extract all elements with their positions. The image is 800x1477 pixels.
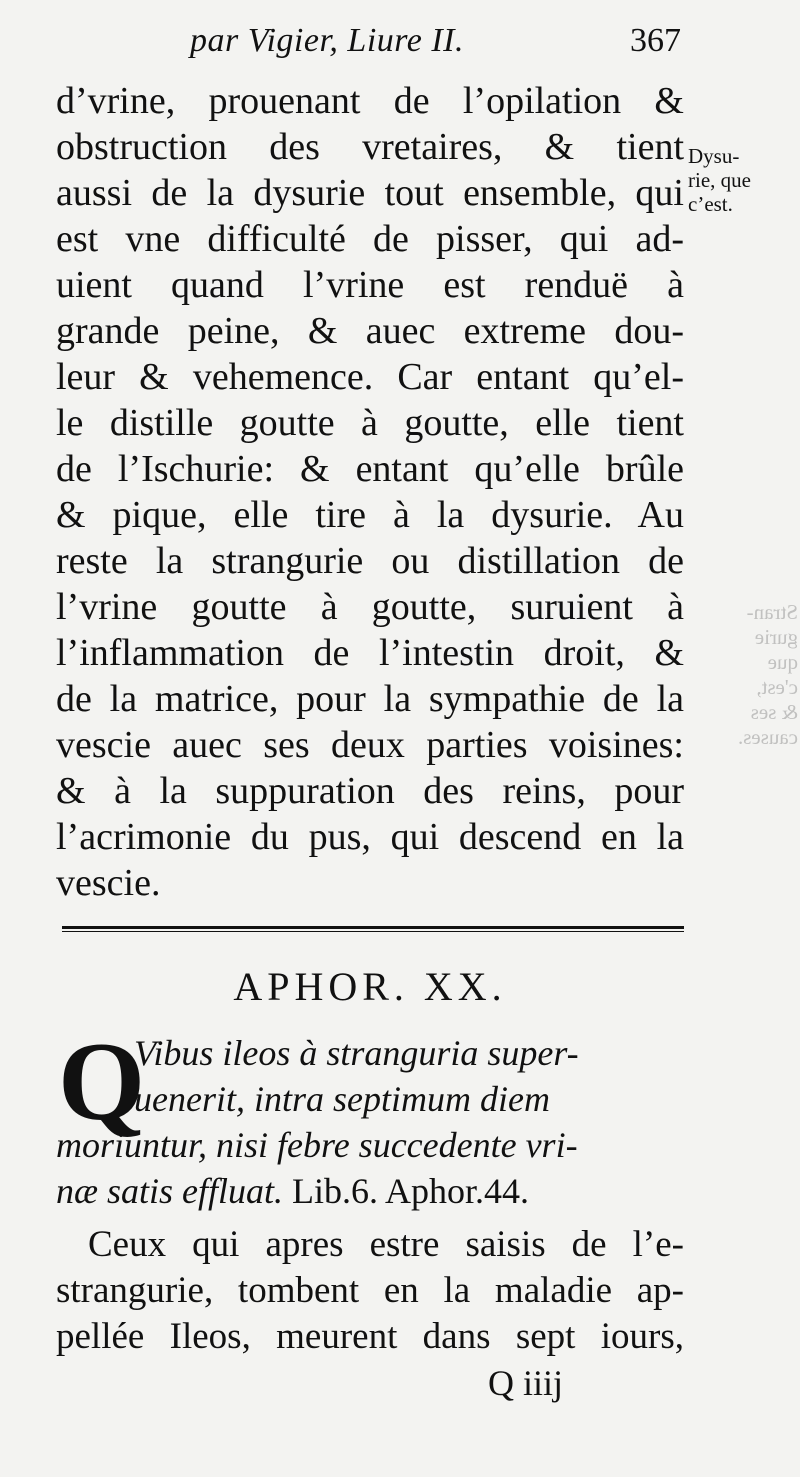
margin-note [688,144,796,216]
aphorism-citation: Lib.6. Aphor.44. [292,1171,530,1211]
body-line: grande peine, & auec extreme dou- [56,310,684,352]
latin-line: moriuntur, nisi febre succedente vri- [56,1125,578,1165]
margin-note-line: c’est. [688,192,733,216]
body-line: & pique, elle tire à la dysurie. Au [56,494,684,536]
translation-line: pellée Ileos, meurent dans sept iours, [56,1316,684,1357]
body-line: d’vrine, prouenant de l’opilation & [56,80,684,122]
running-header: par Vigier, Liure II. [190,22,464,59]
body-line: obstruction des vretaires, & tient [56,126,684,168]
translation-line: Ceux qui apres estre saisis de l’e- [88,1224,684,1265]
show-through-bleed: Stran- gurie que c'est, & ses causes. [737,600,798,749]
latin-line [56,1168,684,1214]
latin-line-end: næ satis effluat. [56,1171,284,1211]
body-line: l’acrimonie du pus, qui descend en la [56,816,684,858]
latin-aphorism [56,1020,684,1214]
margin-note-line: Dysu- [688,144,740,168]
body-line: uient quand l’vrine est renduë à [56,264,684,306]
body-line: vescie. [56,862,161,904]
latin-line: Vibus ileos à stranguria super- [134,1033,579,1073]
latin-line: uenerit, intra septimum diem [134,1079,550,1119]
aphorism-heading: APHOR. XX. [233,964,507,1009]
body-line: le distille goutte à goutte, elle tient [56,402,684,444]
body-line: l’inflammation de l’intestin droit, & [56,632,684,674]
body-text [56,78,684,906]
body-line: de la matrice, pour la sympathie de la [56,678,684,720]
body-line: leur & vehemence. Car entant qu’el- [56,356,684,398]
body-line: & à la suppuration des reins, pour [56,770,684,812]
margin-note-line: rie, que [688,168,751,192]
section-divider [62,926,684,932]
body-line: est vne difficulté de pisser, qui ad- [56,218,684,260]
body-line: reste la strangurie ou distillation de [56,540,684,582]
body-line: l’vrine goutte à goutte, suruient à [56,586,684,628]
page-number: 367 [630,22,681,59]
translation-line: strangurie, tombent en la maladie ap- [56,1270,684,1311]
body-line: de l’Ischurie: & entant qu’elle brûle [56,448,684,490]
signature-mark: Q iiij [488,1363,564,1403]
drop-cap: Q [58,1020,146,1144]
body-line: aussi de la dysurie tout ensemble, qui [56,172,684,214]
french-translation [56,1222,684,1360]
body-line: vescie auec ses deux parties voisines: [56,724,684,766]
